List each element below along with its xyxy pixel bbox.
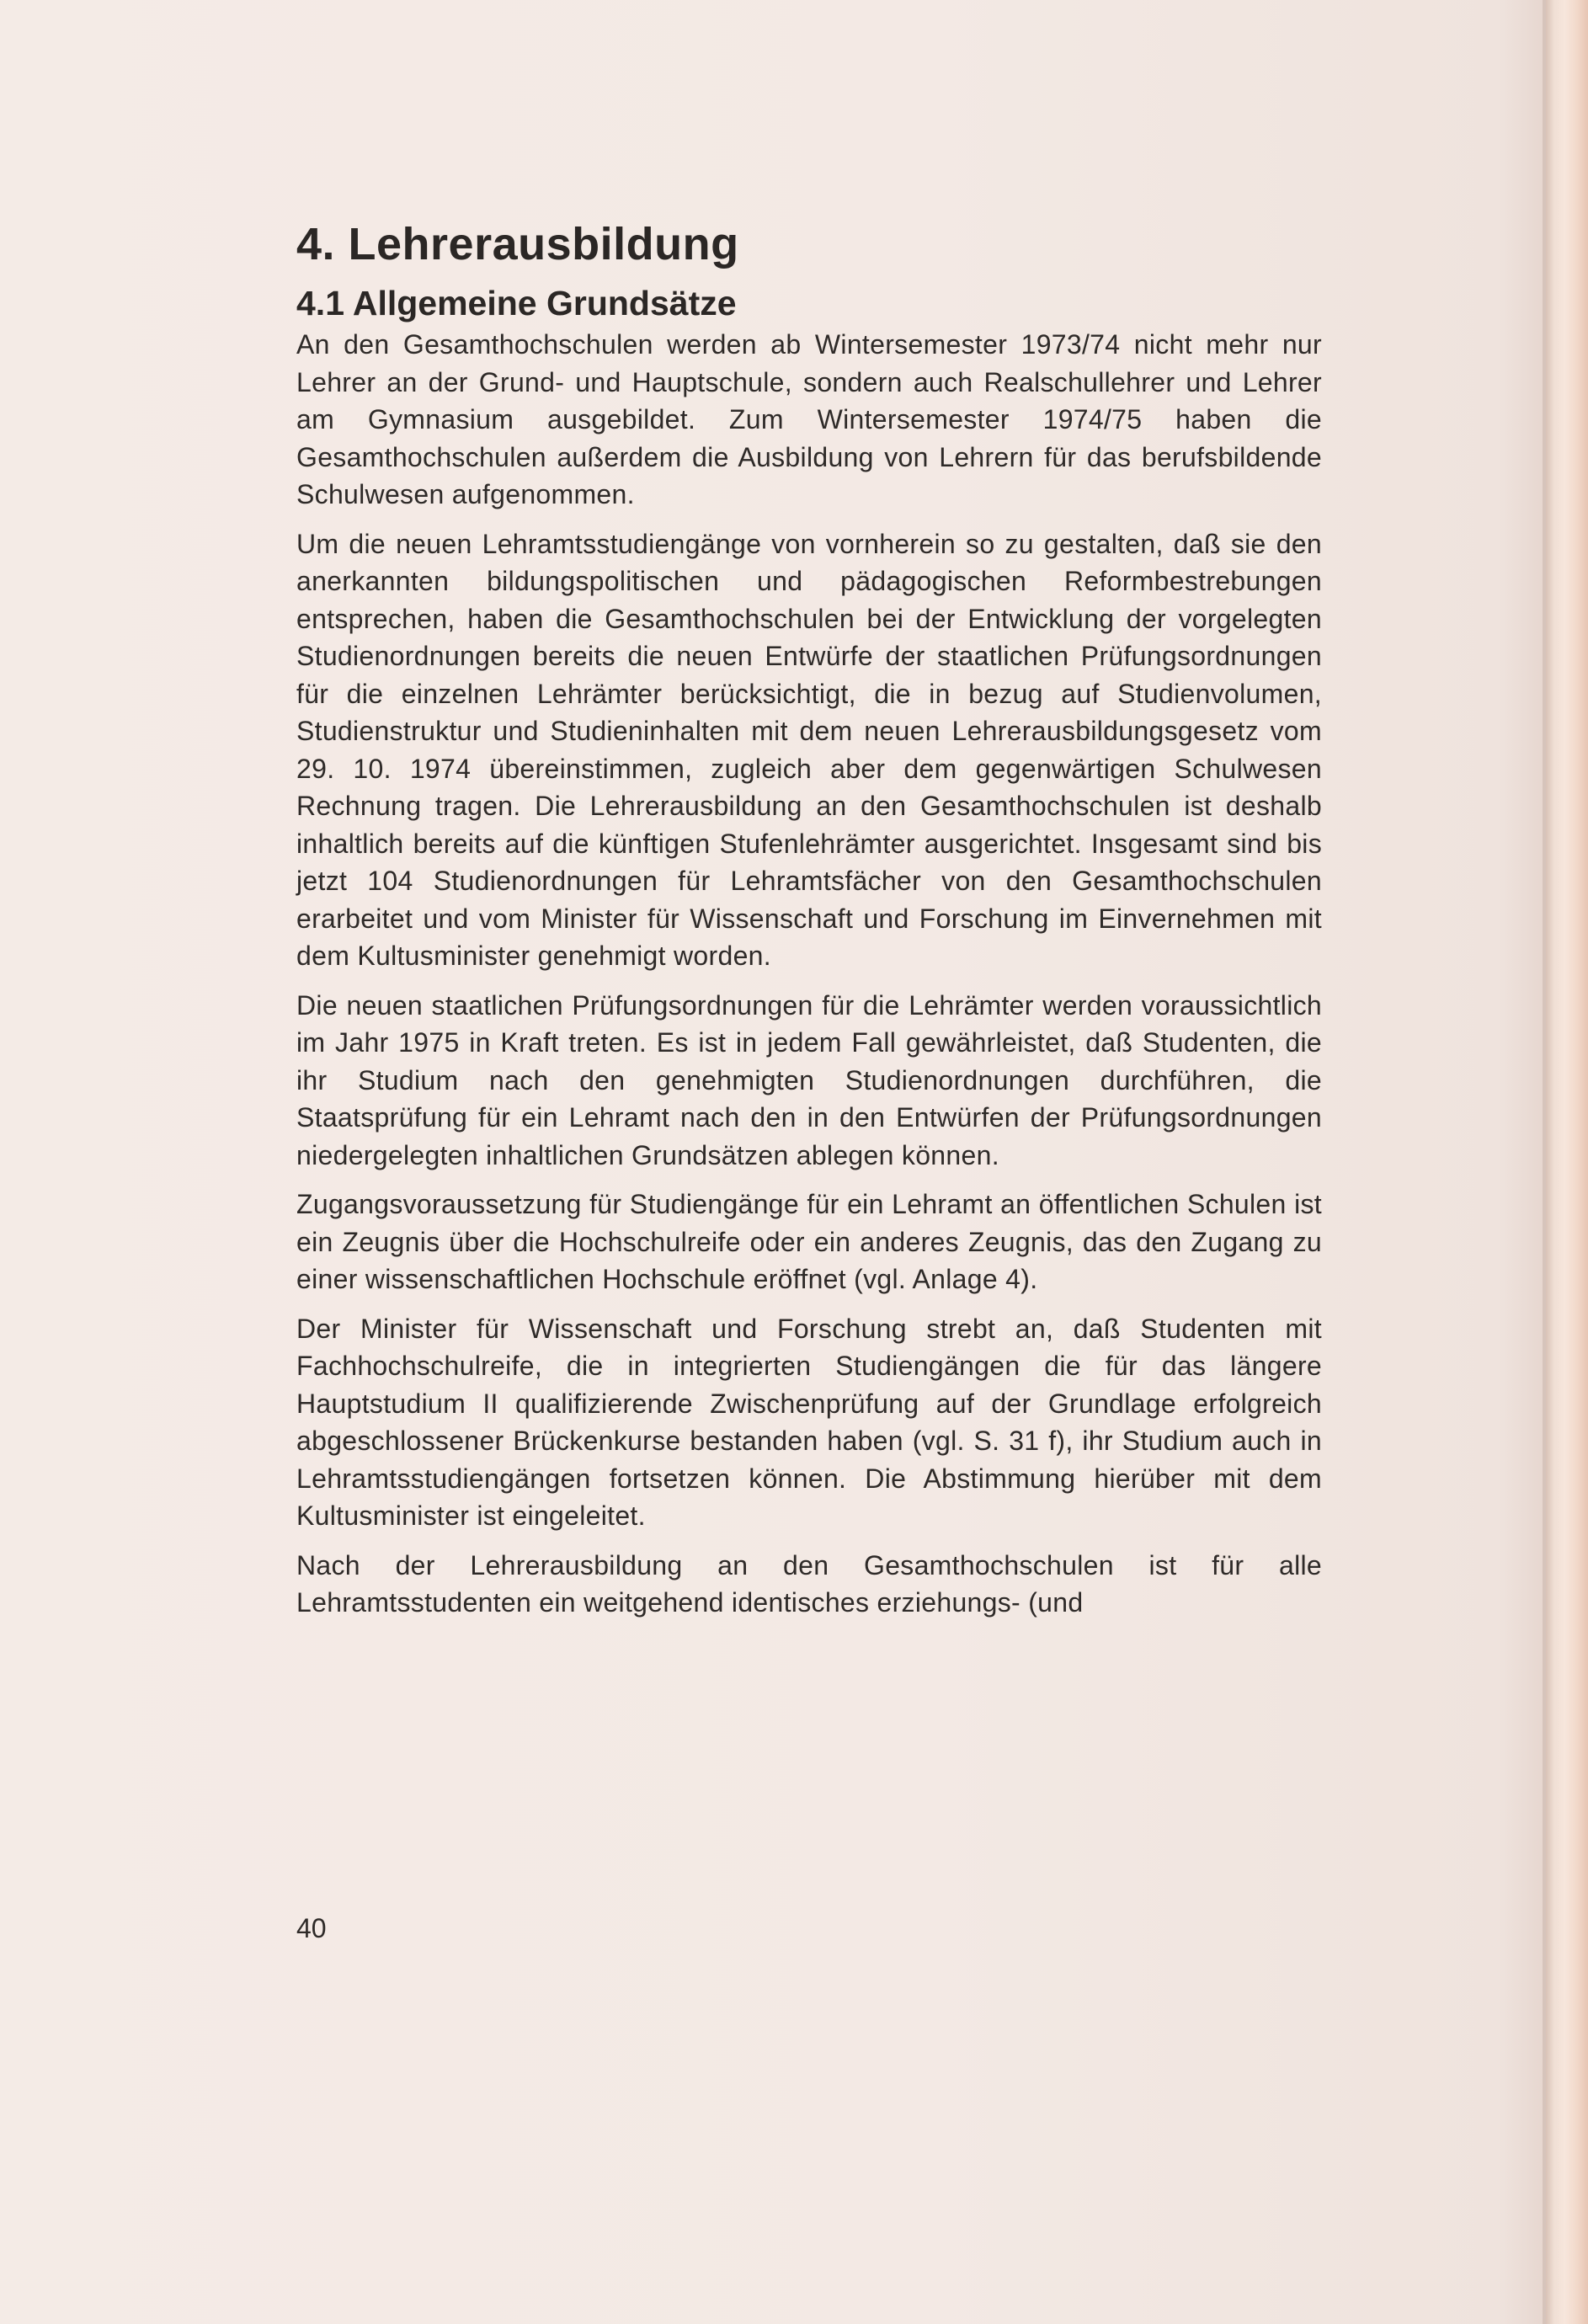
section-title: 4.1 Allgemeine Grundsätze xyxy=(296,284,737,322)
paragraph-spacer xyxy=(296,1174,1322,1186)
chapter-title: 4. Lehrerausbildung xyxy=(296,219,739,269)
paragraph-spacer xyxy=(296,514,1322,525)
paragraph: Die neuen staatlichen Prüfungsordnungen für die Lehrämter werden voraussichtlich im Jahr 1975 in Kraft treten. Es ist in jedem Fall gewährleistet, daß Studenten, die ihr Studium nach den genehmigten Studienordnungen durchführen, die Staatsprüfung für ein Lehramt nach den in den Entwürfen der Prüfungsordnungen niedergelegten inhaltlichen Grundsätzen ablegen können. xyxy=(296,989,1322,1170)
paragraph: Nach der Lehrerausbildung an den Gesamthochschulen ist für alle Lehramtsstudenten ein weitgehend identisches erziehungs- (und xyxy=(296,1549,1322,1618)
page-number: 40 xyxy=(296,1913,327,1943)
paragraph-spacer xyxy=(296,975,1322,987)
paragraph: An den Gesamthochschulen werden ab Wintersemester 1973/74 nicht mehr nur Lehrer an der Grund- und Hauptschule, sondern auch Realschullehrer und Lehrer am Gymnasium ausgebildet. Zum Wintersemester 1974/75 haben die Gesamthochschulen außerdem die Ausbildung von Lehrern für das berufsbildende Schulwesen aufgenommen. xyxy=(296,329,1322,509)
paragraph-spacer xyxy=(296,1535,1322,1547)
paragraph: Der Minister für Wissenschaft und Forschung strebt an, daß Studenten mit Fachhochschulreife, die in integrierten Studiengängen die für das längere Hauptstudium II qualifizierende Zwischenprüfung auf der Grundlage erfolgreich abgeschlossener Brückenkurse bestanden haben (vgl. S. 31 f), ihr Studium auch in Lehramtsstudiengängen fortsetzen können. Die Abstimmung hierüber mit dem Kultusminister ist eingeleitet. xyxy=(296,1313,1322,1531)
page-content xyxy=(296,215,1322,1622)
paragraph: Zugangsvoraussetzung für Studiengänge für ein Lehramt an öffentlichen Schulen ist ein Zeugnis über die Hochschulreife oder ein anderes Zeugnis, das den Zugang zu einer wissenschaftlichen Hochschule eröffnet (vgl. Anlage 4). xyxy=(296,1189,1322,1294)
page-edge xyxy=(1546,0,1588,2324)
paragraph: Um die neuen Lehramtsstudiengänge von vornherein so zu gestalten, daß sie den anerkannten bildungspolitischen und pädagogischen Reformbestrebungen entsprechen, haben die Gesamthochschulen bei der Entwicklung der vorgelegten Studienordnungen bereits die neuen Entwürfe der staatlichen Prüfungsordnungen für die einzelnen Lehrämter berücksichtigt, die in bezug auf Studienvolumen, Studienstruktur und Studieninhalten mit dem neuen Lehrerausbildungsgesetz vom 29. 10. 1974 übereinstimmen, zugleich aber dem gegenwärtigen Schulwesen Rechnung tragen. Die Lehrerausbildung an den Gesamthochschulen ist deshalb inhaltlich bereits auf die künftigen Stufenlehrämter ausgerichtet. Insgesamt sind bis jetzt 104 Studienordnungen für Lehramtsfächer von den Gesamthochschulen erarbeitet und vom Minister für Wissenschaft und Forschung im Einvernehmen mit dem Kultusminister genehmigt worden. xyxy=(296,528,1322,971)
paragraph-spacer xyxy=(296,1298,1322,1310)
